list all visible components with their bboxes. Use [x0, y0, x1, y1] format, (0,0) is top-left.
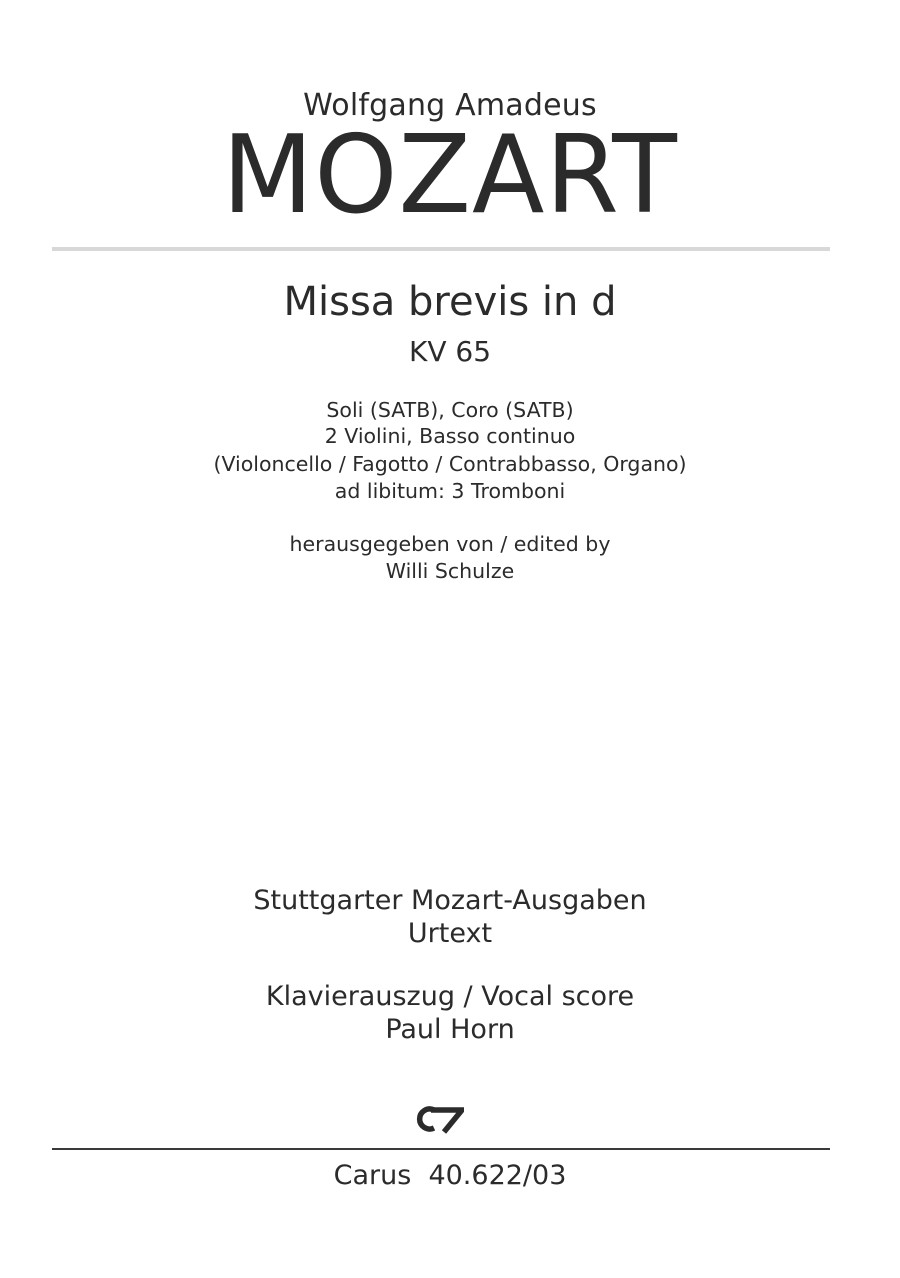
composer-first-names: Wolfgang Amadeus	[303, 88, 597, 123]
catalog-number: KV 65	[408, 335, 492, 368]
top-divider	[52, 247, 830, 251]
publisher-number: Carus 40.622/03	[333, 1160, 567, 1191]
bottom-divider	[52, 1148, 830, 1150]
instrumentation-line: ad libitum: 3 Tromboni	[334, 479, 566, 503]
arranger-name: Paul Horn	[385, 1014, 515, 1045]
score-type: Klavierauszug / Vocal score	[265, 981, 635, 1012]
instrumentation-line: Soli (SATB), Coro (SATB)	[326, 398, 574, 422]
editor-name: Willi Schulze	[385, 559, 515, 583]
instrumentation-line: 2 Violini, Basso continuo	[324, 424, 576, 448]
edition-type: Urtext	[407, 918, 493, 949]
instrumentation-line: (Violoncello / Fagotto / Contrabbasso, Organo)	[213, 452, 687, 476]
work-title: Missa brevis in d	[283, 279, 617, 325]
editor-label: herausgegeben von / edited by	[289, 532, 611, 556]
carus-logo-icon	[414, 1104, 464, 1134]
series-name: Stuttgarter Mozart-Ausgaben	[253, 885, 647, 916]
composer-last-name: MOZART	[221, 113, 678, 238]
